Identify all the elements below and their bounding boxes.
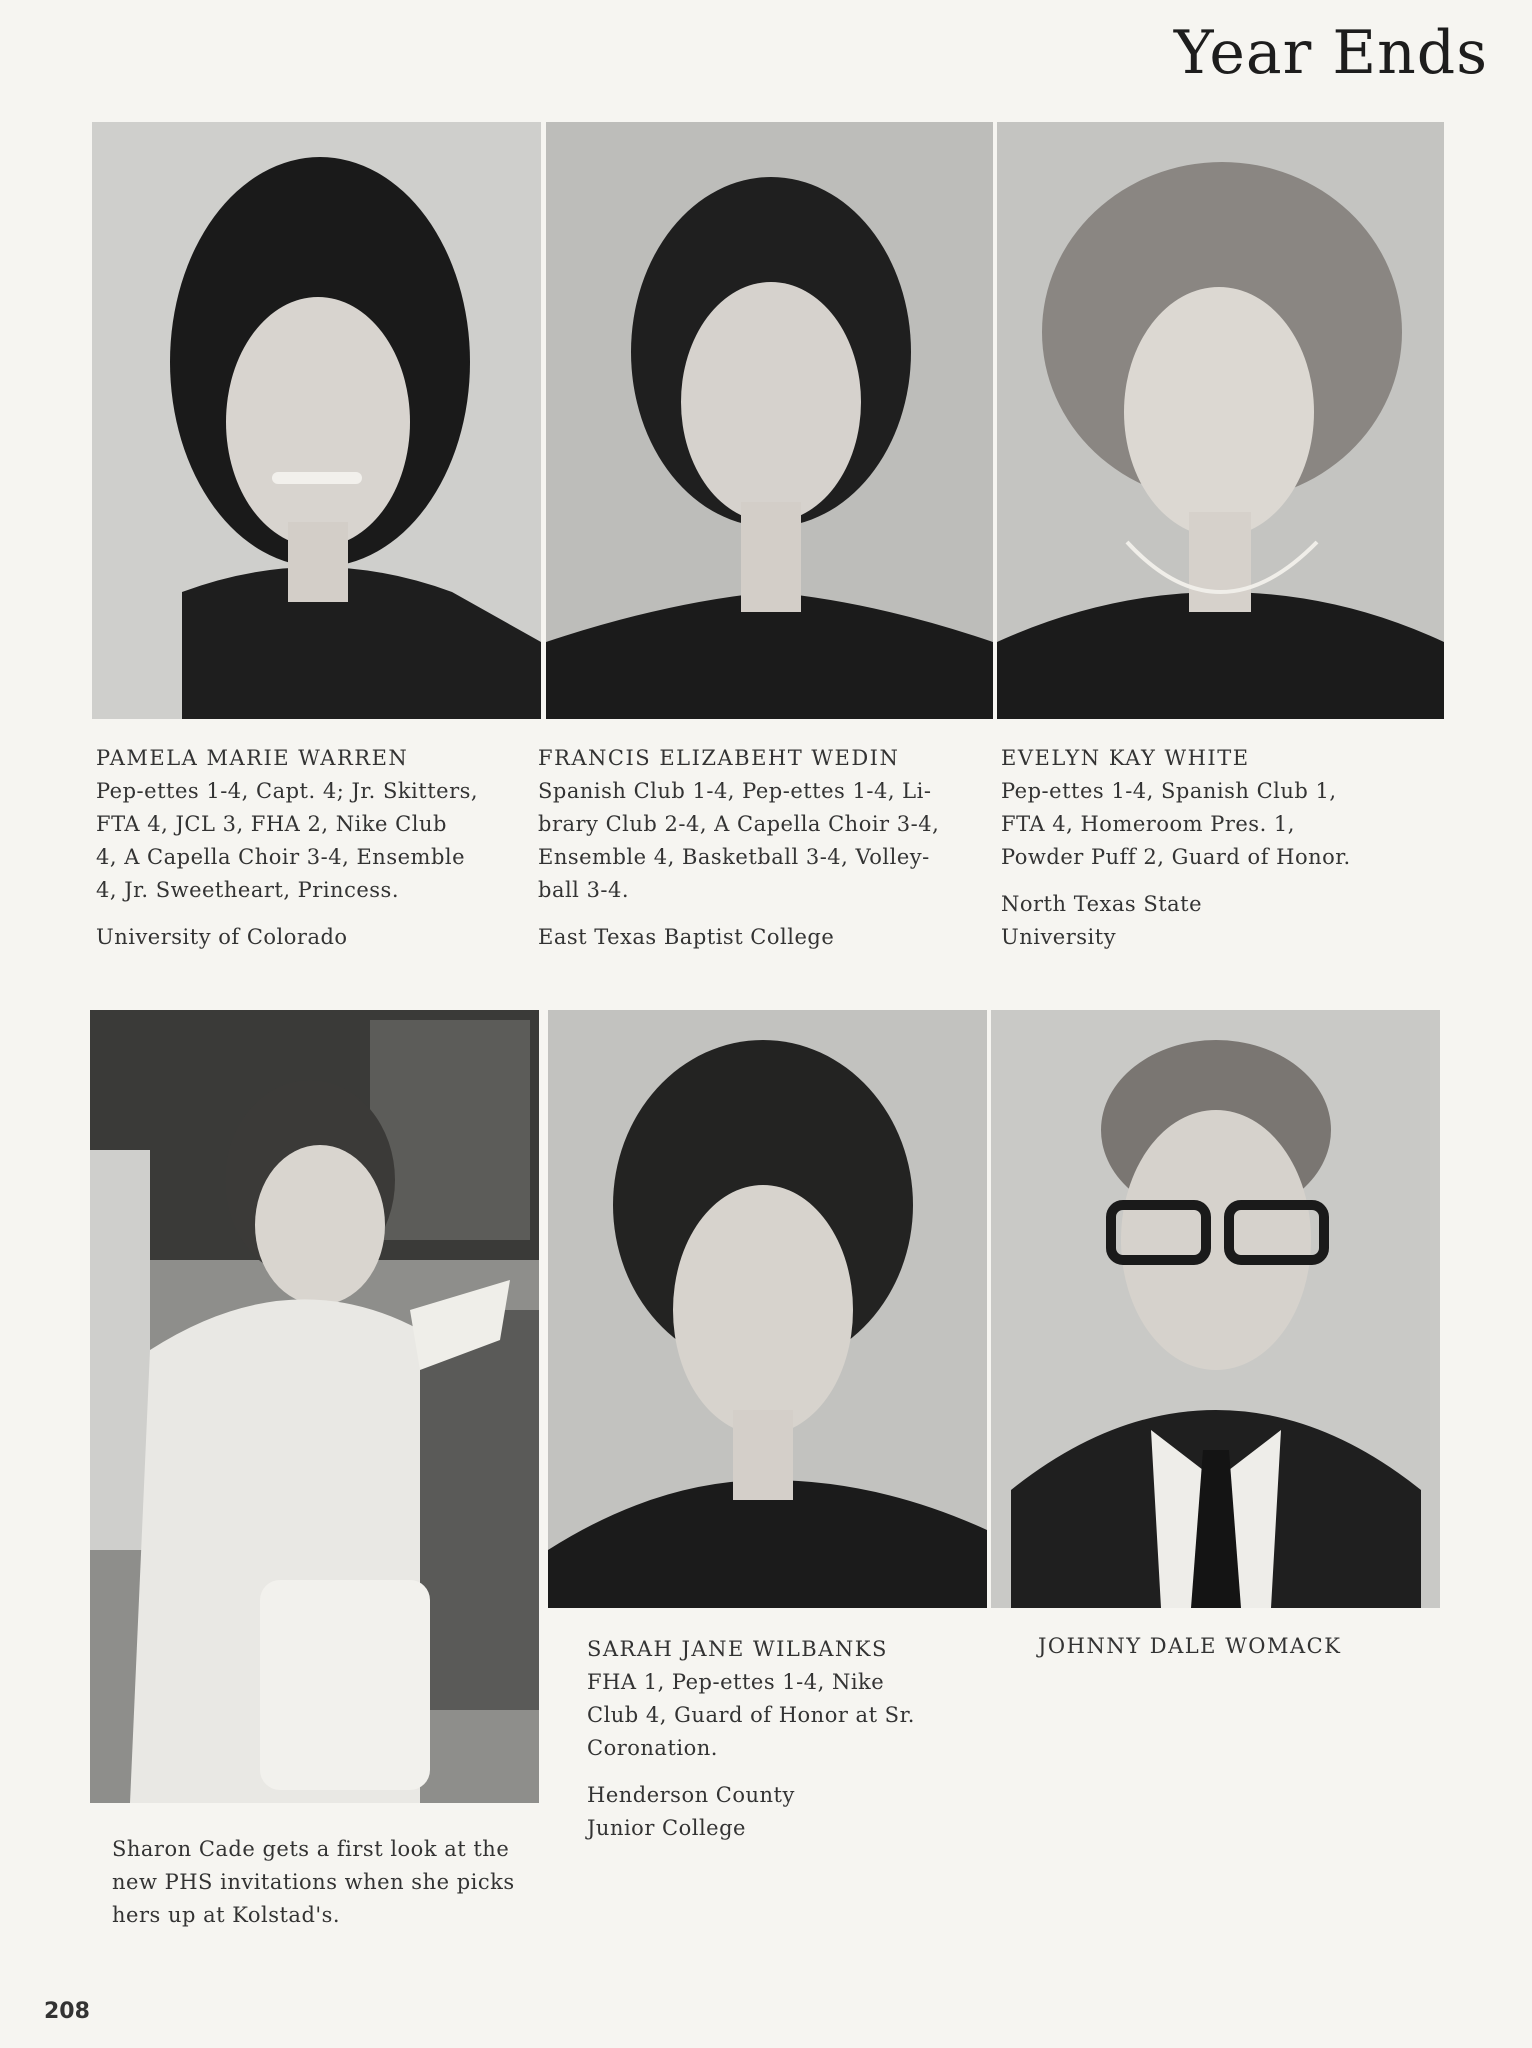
portrait-photo-johnny-womack [991,1010,1440,1608]
senior-name: PAMELA MARIE WARREN [96,746,409,770]
senior-activities: Pep-ettes 1-4, Capt. 4; Jr. Skitters, FTA 4, JCL 3, FHA 2, Nike Club 4, A Capella Choir 3-4, Ensemble 4, Jr. Sweetheart, Princess. [96,779,479,902]
senior-entry-pamela-warren [96,742,536,954]
portrait-photo-pamela-warren [92,122,541,719]
portrait-photo-evelyn-white [997,122,1444,719]
senior-college: East Texas Baptist College [538,925,835,949]
senior-name: EVELYN KAY WHITE [1001,746,1250,770]
senior-name: FRANCIS ELIZABEHT WEDIN [538,746,900,770]
senior-name: JOHNNY DALE WOMACK [1038,1634,1342,1658]
page-number: 208 [44,1999,90,2024]
senior-activities: Spanish Club 1-4, Pep-ettes 1-4, Li- brary Club 2-4, A Capella Choir 3-4, Ensemble 4, Basketball 3-4, Volley- ball 3-4. [538,779,940,902]
candid-photo-sharon-cade [90,1010,539,1803]
senior-college: University of Colorado [96,925,348,949]
candid-photo-caption: Sharon Cade gets a first look at the new PHS invitations when she picks hers up at Kolstad's. [112,1837,515,1927]
senior-college: Henderson County Junior College [587,1783,795,1840]
senior-entry-johnny-womack [1038,1630,1438,1663]
senior-activities: Pep-ettes 1-4, Spanish Club 1, FTA 4, Homeroom Pres. 1, Powder Puff 2, Guard of Honor. [1001,779,1351,869]
senior-entry-francis-wedin [538,742,998,954]
senior-entry-evelyn-white [1001,742,1441,954]
senior-college: North Texas State University [1001,892,1203,949]
page-title: Year Ends [1173,18,1488,88]
portrait-photo-francis-wedin [546,122,993,719]
portrait-photo-sarah-wilbanks [548,1010,987,1608]
senior-activities: FHA 1, Pep-ettes 1-4, Nike Club 4, Guard of Honor at Sr. Coronation. [587,1670,915,1760]
senior-name: SARAH JANE WILBANKS [587,1637,888,1661]
senior-entry-sarah-wilbanks [587,1633,1007,1845]
